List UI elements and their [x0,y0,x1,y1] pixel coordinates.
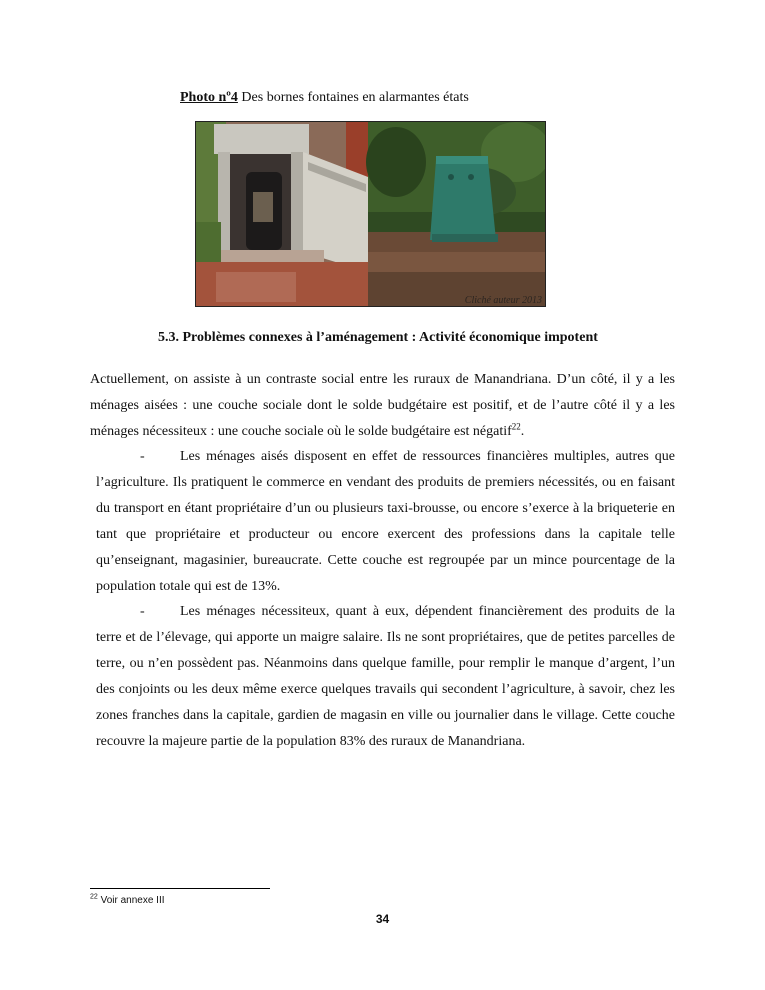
bullet-dash: - [140,604,145,619]
intro-text: Actuellement, on assiste à un contraste social entre les ruraux de Manandriana. D’un côté, il y a les ménages aisées : une couche sociale dont le solde budgétaire est positif, et de l’autre côté il y a les ménages nécessiteux : une couche sociale où le solde budgétaire est négatif [90,372,675,439]
fountain-photo-image [196,122,546,307]
footnote-number: 22 [90,893,98,901]
photo-credit: Cliché auteur 2013 [464,295,542,306]
footnote-text: Voir annexe III [97,895,165,906]
footnote [90,895,165,906]
section-heading: 5.3. Problèmes connexes à l’aménagement : Activité économique impotent [158,330,598,345]
poor-households-text: Les ménages nécessiteux, quant à eux, dépendent financièrement des produits de la terre et de l’élevage, qui apporte un maigre salaire. Ils ne sont propriétaires, que de petites parcelles de terre, ou n’en possèdent pas. Néanmoins dans quelque famille, pour remplir le manque d’argent, l’un des conjoints ou les deux même exerce quelques travails qui secondent l’agriculture, à savoir, chez les zones franches dans la capitale, gardien de magasin en ville ou journalier dans le village. Cette couche recouvre la majeure partie de la population 83% des ruraux de Manandriana. [96,604,675,749]
photo-caption [180,89,469,107]
poor-households-paragraph [96,599,675,755]
rich-households-text: Les ménages aisés disposent en effet de ressources financières multiples, autres que l’agriculture. Ils pratiquent le commerce en vendant des produits de premiers nécessités, ou en faisant du transport en étant propriétaire d’un ou plusieurs taxi-brousse, ou encore s’exerce à la briqueterie en tant que propriétaire et producteur ou encore exercent des professions dans la capitale telle qu’enseignant, magasinier, bureaucrate. Cette couche est regroupée par un mince pourcentage de la population totale qui est de 13%. [96,449,675,594]
rich-households-paragraph [96,444,675,600]
intro-end: . [520,424,525,439]
footnote-ref: 22 [511,421,521,432]
fountain-photo [195,121,546,307]
bullet-dash: - [140,449,145,464]
intro-paragraph [90,367,675,445]
photo-label: Photo nº4 [180,90,238,105]
page-number: 34 [375,912,390,926]
footnote-separator [90,888,270,889]
photo-caption-text: Des bornes fontaines en alarmantes états [241,90,469,105]
